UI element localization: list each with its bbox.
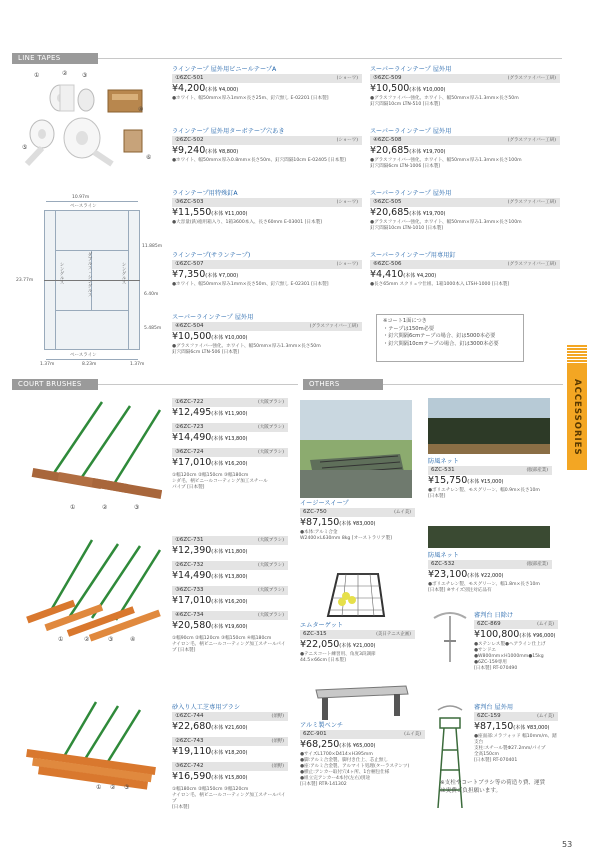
product-tape-503: ラインテープ用特殊釘A ③6ZC-503 (ショーワ) ¥11,550(本体 ¥11,000) ●大容量(鉄)徳用箱入り、1箱3600本入、長さ60mm E-03001 [日本製] [172,190,362,226]
product-tape-506: スーパーラインテープ用専用釘 ⑥6ZC-506 (グラスファイバー工研) ¥4,410(本体 ¥4,200) ●長さ65mm スクリュウ仕組、1箱1000本入 LTSH-1000 [日本製] [370,252,560,288]
section-header-court-brushes: COURT BRUSHES [12,379,98,390]
section-header-others: OTHERS [303,379,383,390]
brush-b-num: ① [58,636,64,643]
side-tab-stripes [567,345,587,365]
aluminum-bench-image [312,676,412,722]
product-tape-505: スーパーラインテープ 屋外用 ⑤6ZC-505 (グラスファイバー工研) ¥20,685(本体 ¥19,700) ●グラスファイバー強化、ホワイト、幅50mm×厚み1.3mm×長さ100m 釘穴間隔10cm LTN-1010 [日本製] [370,190,560,232]
brush-list-a: ①6ZC-722 (大阪ブラシ) ¥12,495(本体 ¥11,900) ②6ZC-723 (大阪ブラシ) ¥14,490(本体 ¥13,800) ③6ZC-724 (大阪ブラシ) ¥17,010(本体 ¥16,200) ①幅120cm ②幅150cm ③幅180cm シダ毛、柄ビニールコーティング加工スチール パイプ [日本製] [172,398,288,491]
court-label-singles: シングルス [121,262,126,285]
brush-c-num: ① [96,784,102,791]
section-divider [98,384,298,385]
page-number: 53 [562,840,573,849]
product-tape-502: ラインテープ 屋外用ターボテープ穴あき ②6ZC-502 (ショーワ) ¥9,240(本体 ¥8,800) ●ホワイト、幅50mm×厚み0.8mm×長さ50m、釘穴間隔10cm E-02405 [日本製] [172,128,362,164]
tape-rolls-image [22,68,162,168]
product-m-target: エムターゲット 6ZC-315 (美日テニス企画) ¥22,050(本体 ¥21,000) ●テニスコート練習用、角度3段調節 44.5×66cm [日本製] [300,622,415,664]
section-divider [98,58,562,59]
tape-note-box: ※コート1面につき ・テープは150m必要 ・釘穴間隔6cmテープの場合、釘は5000本必要 ・釘穴間隔10cmテープの場合、釘は3000本必要 [376,314,524,362]
tape-num-2: ② [62,70,68,77]
product-tape-501: ラインテープ 屋外用ビニールテープA ①6ZC-501 (ショーワ) ¥4,200(本体 ¥4,000) ●ホワイト、幅50mm×厚み1mm×長さ25m、釘穴無し E-02201 [日本製] [172,66,362,102]
tape-num-4: ④ [138,106,144,113]
product-windscreen-532: 防風ネット 6ZC-532 (服部産業) ¥23,100(本体 ¥22,000) ●ポリエチレン製、モスグリーン、幅1.8m×長さ10m [日本製] ※サイズ別注対応品有 [428,552,552,594]
m-target-image [318,566,388,620]
umpire-shade-image [428,610,472,664]
court-label-doubles: ダブルス・シングルス [87,252,92,297]
court-width-label: 10.97m [72,195,90,200]
others-shipping-note: ※支柱やコートブラシ等の荷造り費、運賃 は実費ご負担願います。 [440,780,546,794]
product-umpire-shade: 審判台 日除け 6ZC-869 (ムイ美) ¥100,800(本体 ¥96,000) ●ステンレス製●ヘアライン仕上げ ●サンドエ ●W800mm×H1000mm●15kg ●6ZC-159専用 [日本製] RT-070490 [474,612,558,672]
court-length-a: 11.885m [142,244,163,249]
section-header-line-tapes: LINE TAPES [12,53,98,64]
product-easy-sweep: イージースイープ 6ZC-750 (ムイ美) ¥87,150(本体 ¥83,000) ●本体:アルミ合金 W2400×L630mm 8kg [オーストラリア製] [300,500,415,542]
brush-a-num: ③ [134,504,140,511]
court-diagram [16,192,163,372]
brush-b-num: ④ [130,636,136,643]
court-baseline-bottom: ベースライン [70,353,97,358]
product-tape-508: スーパーラインテープ 屋外用 ④6ZC-508 (グラスファイバー工研) ¥20,685(本体 ¥19,700) ●グラスファイバー強化、ホワイト、幅50mm×厚み1.3mm×長さ100m 釘穴間隔6cm LTN-1006 [日本製] [370,128,560,170]
product-umpire-chair: 審判台 屋外用 6ZC-159 (ムイ美) ¥87,150(本体 ¥83,000) ●座面部:メラフォッド 幅10mm/m、踏支台 支柱:スチール製Φ27.2mm/パイプ 全高150cm [日本製] RT-070401 [474,704,557,763]
side-tab-label: ACCESSORIES [572,379,582,456]
tape-num-5: ⑤ [22,144,28,151]
court-length-total: 23.77m [16,278,34,283]
product-tape-507: ラインテープ(サランテープ) ①6ZC-507 (ショーワ) ¥7,350(本体 ¥7,000) ●ホワイト、幅50mm×厚み1mm×長さ50m、釘穴無し E-02301 [日本製] [172,252,362,288]
windscreen-photo-1 [428,398,550,454]
court-width-3: 1.37m [130,362,145,367]
tape-num-3: ③ [82,72,88,79]
court-baseline-top: ベースライン [70,204,97,209]
product-windscreen-531: 防風ネット 6ZC-531 (服部産業) ¥15,750(本体 ¥15,000) ●ポリエチレン製、モスグリーン、幅0.9m×長さ10m [日本製] [428,458,552,500]
tape-num-6: ⑥ [146,154,152,161]
brush-b-num: ③ [108,636,114,643]
easy-sweep-closeup [300,470,412,498]
brush-image-a [22,396,162,518]
court-width-2: 8.23m [82,362,97,367]
brush-list-c: 砂入り人工芝専用ブラシ ①6ZC-744 (須野) ¥22,680(本体 ¥21,600) ②6ZC-743 (須野) ¥19,110(本体 ¥18,200) ③6ZC-742 (須野) ¥16,590(本体 ¥15,800) ①幅180cm ②幅150cm ③幅120cm ナイロン毛、柄ビニールコーティング加工スチールパイプ [日本製] [172,704,288,811]
tape-num-1: ① [34,72,40,79]
brush-b-num: ② [84,636,90,643]
brush-image-c [22,700,162,810]
section-divider [383,384,563,385]
brush-c-num: ③ [124,784,130,791]
brush-image-b [22,534,162,646]
product-aluminum-bench: アルミ製ベンチ 6ZC-901 (ムイ美) ¥68,250(本体 ¥65,000) ●サイズL1700×D414×H395mm ●脚:アルミ合金製、脚付き仕上、芯止無し ●座:アルミ合金製、アルマイト処理(ターラステンツ) ●横止:アンカー取付穴4ヶ所、1台梱包仕様 ●組立完アンカー4本付(左右)別途 [日本製] RTR-141302 [300,722,425,788]
brush-c-num: ② [110,784,116,791]
court-length-c: 5.485m [144,326,162,331]
brush-list-b: ①6ZC-731 (大阪ブラシ) ¥12,390(本体 ¥11,800) ②6ZC-732 (大阪ブラシ) ¥14,490(本体 ¥13,800) ③6ZC-733 (大阪ブラシ) ¥17,010(本体 ¥16,200) ④6ZC-734 (大阪ブラシ) ¥20,580(本体 ¥19,600) ①幅90cm ②幅120cm ③幅150cm ④幅180cm ナイロン毛、柄ビニールコーティング加工スチールパイ プ [日本製] [172,536,288,654]
product-tape-509: スーパーラインテープ 屋外用 ⑤6ZC-509 (グラスファイバー工研) ¥10,500(本体 ¥10,000) ●グラスファイバー強化、ホワイト、幅50mm×厚み1.3mm×長さ50m 釘穴間隔10cm LTN-510 [日本製] [370,66,560,108]
brush-a-num: ① [70,504,76,511]
windscreen-photo-2 [428,526,550,548]
court-width-1: 1.37m [40,362,55,367]
court-label-singles: シングルス [59,262,64,285]
court-length-b: 6.40m [144,292,159,297]
brush-a-num: ② [102,504,108,511]
product-tape-504: スーパーラインテープ 屋外用 ④6ZC-504 (グラスファイバー工研) ¥10,500(本体 ¥10,000) ●グラスファイバー強化、ホワイト、幅50mm×厚み1.3mm×長さ50m 釘穴間隔6cm LTN-506 [日本製] [172,314,362,356]
